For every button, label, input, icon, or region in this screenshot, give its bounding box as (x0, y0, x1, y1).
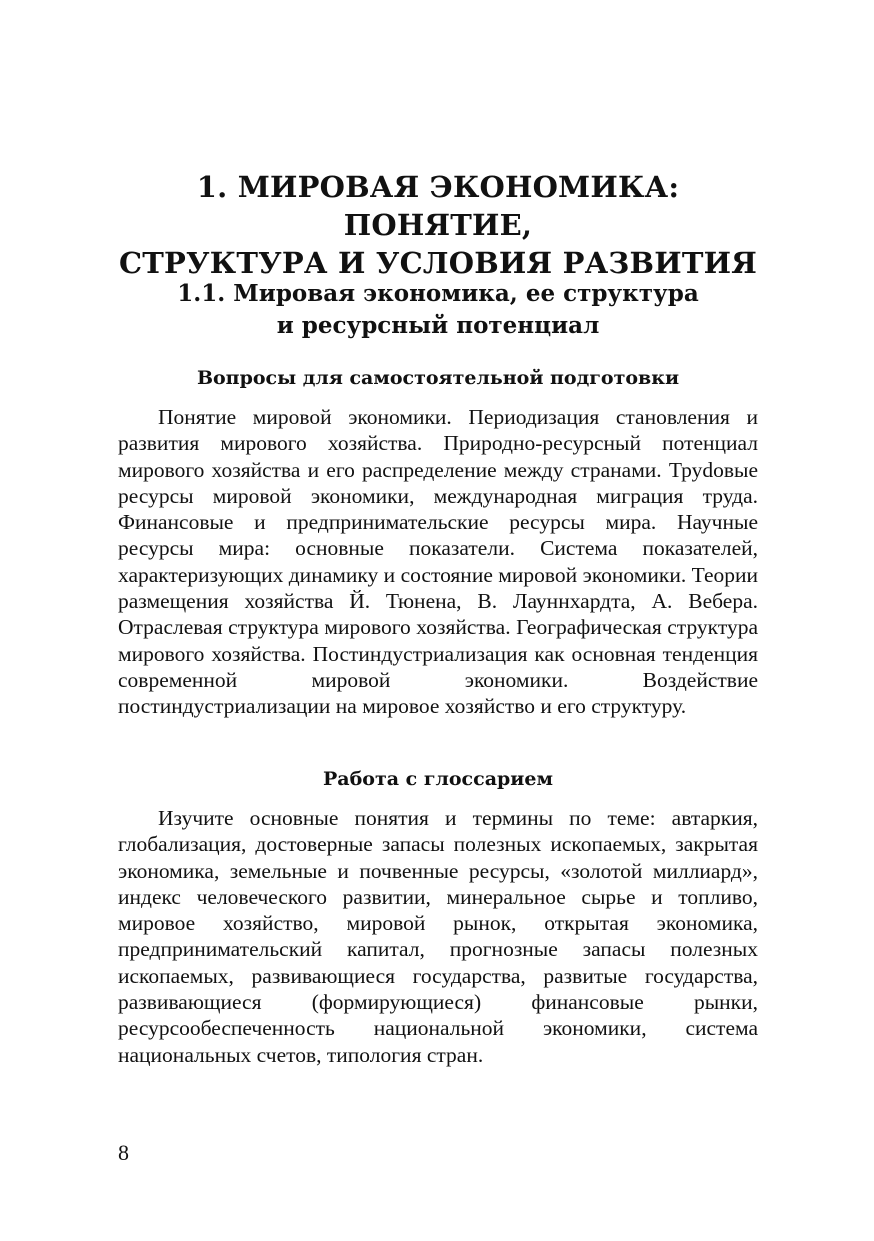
section-title (118, 278, 758, 342)
glossary-heading: Работа с глоссарием (323, 768, 553, 790)
page-number: 8 (118, 1140, 129, 1165)
chapter-title-line-2: СТРУКТУРА И УСЛОВИЯ РАЗВИТИЯ (118, 246, 758, 280)
chapter-title (98, 168, 778, 282)
section-title-line-1: 1.1. Мировая экономика, ее структура (177, 280, 699, 307)
book-page (118, 0, 758, 1241)
glossary-paragraph: Изучите основные понятия и термины по теме: автаркия, глобализация, достоверные запасы полезных ископаемых, закрытая экономика, земельные и почвенные ресурсы, «золотой миллиард», индекс человеческого развитии, минеральное сырье и топливо, мировое хозяйство, мировой рынок, открытая экономика, предпринимательский капитал, прогнозные запасы полезных ископаемых, развивающиеся государства, развитые государства, развивающиеся (формирующиеся) финансовые рынки, ресурсообеспеченность национальной экономики, система национальных счетов, типология стран. (118, 806, 758, 1067)
questions-paragraph: Понятие мировой экономики. Периодизация становления и развития мирового хозяйства. Природно-ресурсный потенциал мирового хозяйства и его распределение между странами. Труdовые ресурсы мировой экономики, международная миграция труда. Финансовые и предпринимательские ресурсы мира. Научные ресурсы мира: основные показатели. Система показателей, характеризующих динамику и состояние мировой экономики. Теории размещения хозяйства Й. Тюнена, В. Лауннхардта, А. Вебера. Отраслевая структура мирового хозяйства. Географическая структура мирового хозяйства. Постиндустриализация как основная тенденция современной мировой экономики. Воздействие постиндустриализации на мировое хозяйство и его структуру. (118, 405, 758, 719)
section-title-line-2: и ресурсный потенциал (276, 312, 600, 339)
questions-heading: Вопросы для самостоятельной подготовки (196, 367, 680, 389)
chapter-title-line-1: 1. МИРОВАЯ ЭКОНОМИКА: ПОНЯТИЕ, (196, 170, 680, 242)
